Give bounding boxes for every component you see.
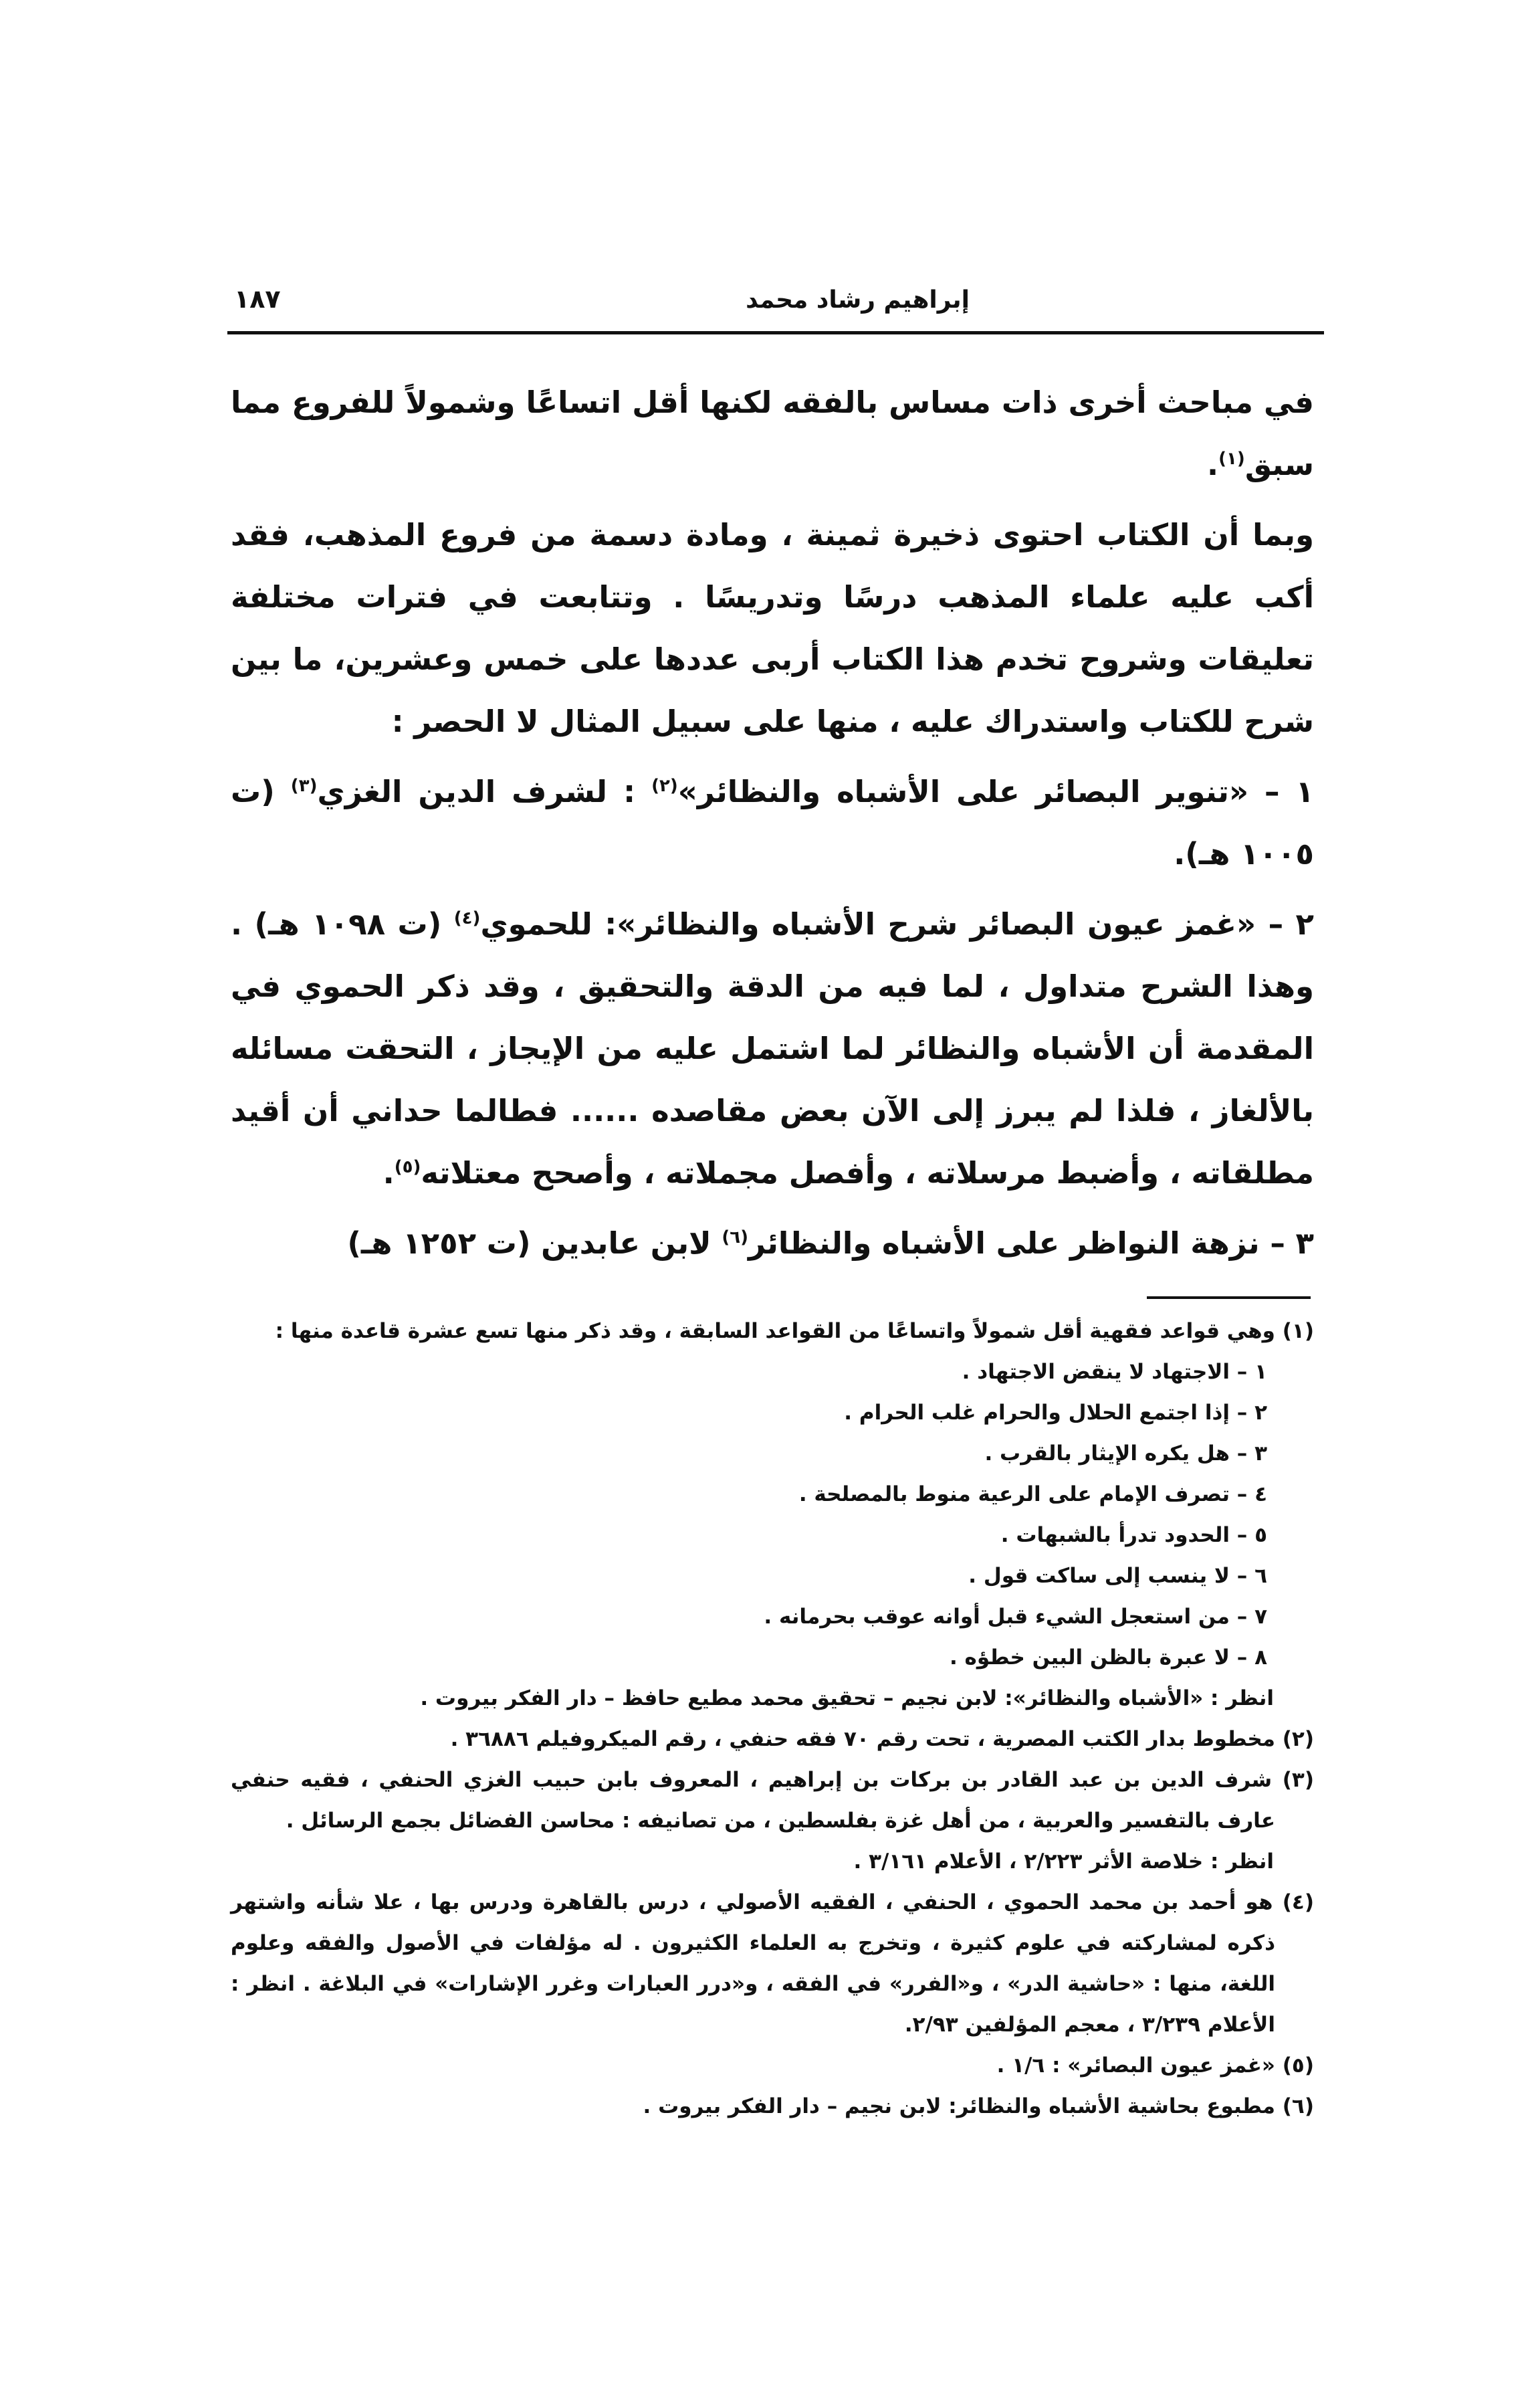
footnote-1-rule: ١ – الاجتهاد لا ينقض الاجتهاد . [962, 1360, 1267, 1384]
main-text [231, 371, 1314, 1274]
footnote-3-reference: انظر : خلاصة الأثر ٢/٢٢٣ ، الأعلام ٣/١٦١ . [853, 1849, 1274, 1874]
item-1-title: ١ – «تنوير البصائر على الأشباه والنظائر» [677, 774, 1315, 809]
item-2-title: ٢ – «غمز عيون البصائر شرح الأشباه والنظائر»: للحموي [480, 906, 1315, 942]
footnote-4: (٤) هو أحمد بن محمد الحموي ، الحنفي ، الفقيه الأصولي ، درس بالقاهرة ودرس بها ، علا شأنه واشتهر ذكره لمشاركته في علوم كثيرة ، وتخرج به العلماء الكثيرون . له مؤلفات في الأصول والفقه وعلوم اللغة، منها : «حاشية الدر» ، و«الفرر» في الفقه ، و«درر العبارات وغرر الإشارات» في البلاغة . انظر : الأعلام ٣/٢٣٩ ، معجم المؤلفين ٢/٩٣. [231, 1890, 1314, 2037]
item-3-author: لابن عابدين (ت ١٢٥٢ هـ) [347, 1225, 722, 1261]
footnote-ref-2: (٢) [651, 776, 678, 796]
list-item-3 [231, 1212, 1314, 1274]
header-rule [227, 331, 1324, 334]
item-1-author: : لشرف الدين الغزي [317, 774, 652, 809]
footnote-ref-4: (٤) [453, 908, 481, 928]
footnote-separator [1147, 1296, 1311, 1299]
item-3-title: ٣ – نزهة النواظر على الأشباه والنظائر [748, 1225, 1314, 1261]
footnote-1-reference: انظر : «الأشباه والنظائر»: لابن نجيم – تحقيق محمد مطيع حافظ – دار الفكر بيروت . [420, 1686, 1274, 1710]
footnote-1-rule: ٧ – من استعجل الشيء قبل أوانه عوقب بحرمانه . [764, 1605, 1267, 1629]
footnote-ref-6: (٦) [722, 1227, 748, 1247]
paragraph-1-text: في مباحث أخرى ذات مساس بالفقه لكنها أقل اتساعًا وشمولاً للفروع مما سبق [231, 385, 1314, 482]
footnote-1-rule: ٤ – تصرف الإمام على الرعية منوط بالمصلحة . [798, 1482, 1267, 1506]
footnote-ref-3: (٣) [290, 776, 318, 796]
paragraph-1-end: . [1207, 447, 1219, 482]
list-item-2 [231, 893, 1314, 1204]
item-1-date: (ت ١٠٠٥ هـ). [231, 774, 1314, 872]
item-2-end: . [382, 1155, 395, 1191]
footnote-1-rule: ٥ – الحدود تدرأ بالشبهات . [1000, 1523, 1267, 1547]
footnote-2: (٢) مخطوط بدار الكتب المصرية ، تحت رقم ٧٠ فقه حنفي ، رقم الميكروفيلم ٣٦٨٨٦ . [450, 1727, 1314, 1751]
footnote-3: (٣) شرف الدين بن عبد القادر بن بركات بن إبراهيم ، المعروف بابن حبيب الغزي الحنفي ، فقيه حنفي عارف بالتفسير والعربية ، من أهل غزة بفلسطين ، من تصانيفه : محاسن الفضائل بجمع الرسائل . [231, 1768, 1314, 1833]
footnote-1-intro: (١) وهي قواعد فقهية أقل شمولاً واتساعًا من القواعد السابقة ، وقد ذكر منها تسع عشرة قاعدة منها : [275, 1319, 1314, 1343]
footnote-6: (٦) مطبوع بحاشية الأشباه والنظائر: لابن نجيم – دار الفكر بيروت . [643, 2094, 1314, 2118]
footnote-5: (٥) «غمز عيون البصائر» : ١/٦ . [996, 2053, 1314, 2078]
footnote-1-rule: ٣ – هل يكره الإيثار بالقرب . [984, 1441, 1267, 1466]
footnote-ref-5: (٥) [394, 1157, 421, 1177]
item-2-body: (ت ١٠٩٨ هـ) . وهذا الشرح متداول ، لما فيه من الدقة والتحقيق ، وقد ذكر الحموي في المقدمة أن الأشباه والنظائر لما اشتمل عليه من الإيجاز ، التحقت مسائله بالألغاز ، فلذا لم يبرز إلى الآن بعض مقاصده ...... فطالما حداني أن أقيد مطلقاته ، وأضبط مرسلاته ، وأفصل مجملاته ، وأصحح معتلاته [231, 906, 1314, 1191]
running-header [221, 281, 1324, 328]
list-item-1 [231, 761, 1314, 885]
page-number: ١٨٧ [234, 284, 281, 314]
paragraph-2: وبما أن الكتاب احتوى ذخيرة ثمينة ، ومادة دسمة من فروع المذهب، فقد أكب عليه علماء المذهب درسًا وتدريسًا . وتتابعت في فترات مختلفة تعليقات وشروح تخدم هذا الكتاب أربى عددها على خمس وعشرين، ما بين شرح للكتاب واستدراك عليه ، منها على سبيل المثال لا الحصر : [231, 517, 1314, 739]
paragraph-1 [231, 371, 1314, 496]
author-name: إبراهيم رشاد محمد [746, 286, 970, 314]
footnote-ref-1: (١) [1218, 449, 1245, 469]
footnote-1-rule: ٢ – إذا اجتمع الحلال والحرام غلب الحرام . [844, 1401, 1267, 1425]
footnote-1-rule: ٦ – لا ينسب إلى ساكت قول . [968, 1564, 1267, 1588]
footnote-1-rule: ٨ – لا عبرة بالظن البين خطؤه . [949, 1645, 1267, 1670]
footnotes [231, 1311, 1314, 2127]
